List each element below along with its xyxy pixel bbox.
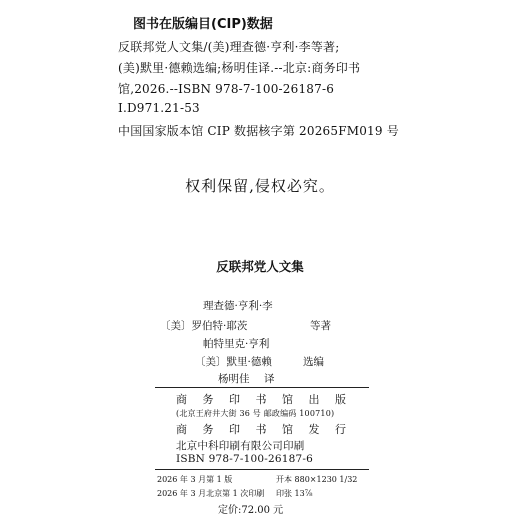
- printing-line: 2026 年 3 月北京第 1 次印刷: [157, 489, 265, 498]
- cip-heading: 图书在版编目(CIP)数据: [133, 17, 273, 32]
- translator: 杨明佳: [218, 373, 250, 385]
- cip-line-3: 馆,2026.--ISBN 978-7-100-26187-6: [118, 82, 335, 96]
- cip-line-4: Ⅰ.D971.21-53: [118, 101, 200, 115]
- publisher-name: 商 务 印 书 馆 出 版: [176, 393, 352, 406]
- edition-line: 2026 年 3 月第 1 版: [157, 475, 233, 484]
- distributor: 商 务 印 书 馆 发 行: [176, 423, 352, 436]
- publisher-address: (北京王府井大街 36 号 邮政编码 100710): [176, 409, 335, 418]
- rights-notice: 权利保留,侵权必究。: [185, 177, 335, 195]
- editor-role: 选编: [303, 356, 324, 368]
- divider-bottom: [155, 469, 369, 470]
- translator-role: 译: [264, 373, 275, 385]
- printer: 北京中科印刷有限公司印刷: [176, 440, 305, 452]
- format-line: 开本 880×1230 1/32: [276, 475, 358, 484]
- author-role: 等著: [310, 320, 331, 332]
- divider-top: [155, 387, 369, 388]
- price: 定价:72.00 元: [218, 505, 284, 516]
- sheets-line: 印张 13⅞: [276, 489, 313, 498]
- editor: 〔美〕默里·德赖: [195, 356, 272, 368]
- author-3: 帕特里克·亨利: [203, 338, 270, 350]
- book-title: 反联邦党人文集: [216, 259, 304, 274]
- author-1: 理查德·亨利·李: [203, 300, 273, 312]
- author-2: 〔美〕罗伯特·耶茨: [160, 320, 248, 332]
- cip-line-2: (美)默里·德赖选编;杨明佳译.--北京:商务印书: [118, 61, 361, 75]
- cip-line-5: 中国国家版本馆 CIP 数据核字第 20265FM019 号: [118, 124, 399, 138]
- cip-line-1: 反联邦党人文集/(美)理查德·亨利·李等著;: [118, 40, 340, 54]
- isbn: ISBN 978-7-100-26187-6: [176, 453, 314, 465]
